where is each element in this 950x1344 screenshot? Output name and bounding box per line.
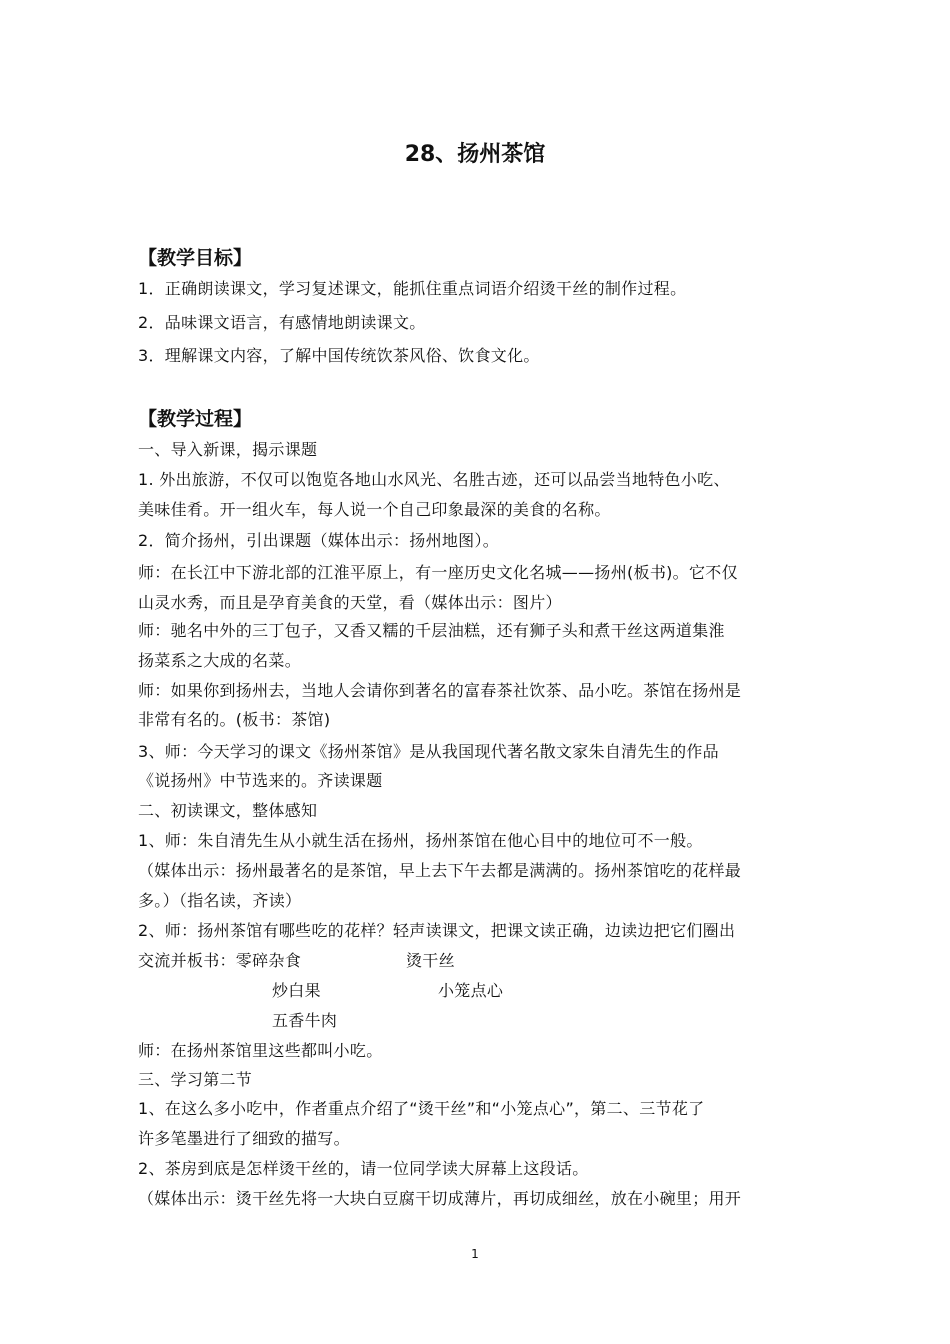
- process-line: 2、师：扬州茶馆有哪些吃的花样？轻声读课文，把课文读正确，边读边把它们圈出: [138, 921, 736, 940]
- page-number: 1: [471, 1247, 479, 1261]
- process-line: 三、学习第二节: [138, 1070, 253, 1089]
- process-line: 扬菜系之大成的名菜。: [138, 651, 302, 670]
- process-line: 《说扬州》中节选来的。齐读课题: [138, 771, 383, 790]
- process-line: 2．简介扬州，引出课题（媒体出示：扬州地图）。: [138, 531, 500, 550]
- process-line: （媒体出示：扬州最著名的是茶馆，早上去下午去都是满满的。扬州茶馆吃的花样最: [138, 861, 742, 880]
- process-line: 美味佳肴。开一组火车，每人说一个自己印象最深的美食的名称。: [138, 500, 611, 519]
- process-line: 1、师：朱自清先生从小就生活在扬州，扬州茶馆在他心目中的地位可不一般。: [138, 831, 703, 850]
- process-line: 山灵水秀，而且是孕育美食的天堂，看（媒体出示：图片）: [138, 593, 562, 612]
- board-item: 五香牛肉: [272, 1011, 338, 1030]
- process-line: 一、导入新课，揭示课题: [138, 440, 318, 459]
- process-line: 非常有名的。(板书：茶馆): [138, 710, 331, 729]
- board-row: [138, 948, 818, 971]
- process-line: 1. 外出旅游，不仅可以饱览各地山水风光、名胜古迹，还可以品尝当地特色小吃、: [138, 470, 730, 489]
- process-line: （媒体出示：烫干丝先将一大块白豆腐干切成薄片，再切成细丝，放在小碗里；用开: [138, 1189, 742, 1208]
- board-item: 交流并板书：零碎杂食: [138, 951, 302, 970]
- goal-item: 3．理解课文内容，了解中国传统饮茶风俗、饮食文化。: [138, 346, 540, 365]
- goal-item: 2．品味课文语言，有感情地朗读课文。: [138, 313, 426, 332]
- process-line: 许多笔墨进行了细致的描写。: [138, 1129, 350, 1148]
- process-line: 师：如果你到扬州去，当地人会请你到著名的富春茶社饮茶、品小吃。茶馆在扬州是: [138, 681, 742, 700]
- process-line: 师：在扬州茶馆里这些都叫小吃。: [138, 1041, 383, 1060]
- board-item: 小笼点心: [438, 981, 504, 1000]
- process-heading: 【教学过程】: [138, 408, 253, 430]
- process-line: 师：驰名中外的三丁包子，又香又糯的千层油糕，还有狮子头和煮干丝这两道集淮: [138, 621, 725, 640]
- board-row: [272, 978, 950, 1001]
- process-line: 师：在长江中下游北部的江淮平原上，有一座历史文化名城——扬州(板书)。它不仅: [138, 563, 738, 582]
- board-item: 炒白果: [272, 981, 321, 1000]
- document-title: 28、扬州茶馆: [404, 142, 546, 167]
- process-line: 2、茶房到底是怎样烫干丝的，请一位同学读大屏幕上这段话。: [138, 1159, 589, 1178]
- process-line: 3、师：今天学习的课文《扬州茶馆》是从我国现代著名散文家朱自清先生的作品: [138, 742, 719, 761]
- goals-heading: 【教学目标】: [138, 247, 253, 269]
- process-line: 二、初读课文，整体感知: [138, 801, 318, 820]
- board-item: 烫干丝: [406, 951, 455, 970]
- process-line: 1、在这么多小吃中，作者重点介绍了“烫干丝”和“小笼点心”，第二、三节花了: [138, 1099, 705, 1118]
- goal-item: 1．正确朗读课文，学习复述课文，能抓住重点词语介绍烫干丝的制作过程。: [138, 279, 687, 298]
- board-row: [272, 1008, 950, 1031]
- process-line: 多。）（指名读，齐读）: [138, 891, 302, 910]
